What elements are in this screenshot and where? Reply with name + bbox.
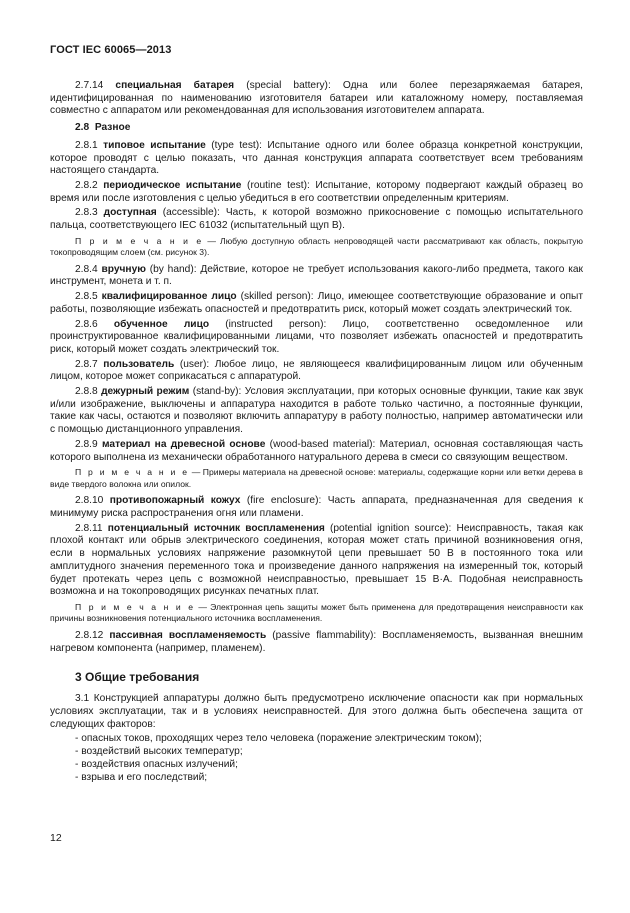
term: квалифицированное лицо — [101, 291, 237, 303]
term: обученное лицо — [113, 318, 210, 330]
term: пользователь — [103, 358, 175, 370]
term: специальная батарея — [115, 80, 235, 91]
document-page — [50, 44, 583, 785]
term: материал на древесной основе — [102, 438, 266, 450]
section-3-heading: 3 Общие требования — [75, 670, 200, 685]
clause-2-8-10: 2.8.10 противопожарный кожух (fire enclosure): Часть аппарата, предназначенная для сведения к минимуму риска распространения огня или пламени. — [50, 495, 583, 519]
page-number: 12 — [50, 832, 62, 844]
list-item: - воздействий высоких температур; — [75, 746, 243, 758]
note-2-8-3: П р и м е ч а н и е — Любую доступную область непроводящей части рассматривают как область, покрытую токопроводящим слоем (см. рисунок 3). — [50, 235, 583, 258]
clause-2-7-14: 2.7.14 специальная батарея (special battery): Одна или более перезаряжаемая батарея, идентифицированная по наименованию изготовителя батареи или каталожному номеру, поставляемая совместно с аппаратом или рекомендованная для использования изготовителем аппарата. — [50, 80, 583, 117]
section-2-8-heading: 2.8 Разное — [75, 122, 131, 134]
term: типовое испытание — [103, 139, 206, 151]
clause-2-8-3: 2.8.3 доступная (accessible): Часть, к которой возможно прикосновение с помощью испытательного пальца, соответствующего IEC 61032 (испытательный щуп В). — [50, 207, 583, 232]
clause-2-8-8: 2.8.8 дежурный режим (stand-by): Условия эксплуатации, при которых основные функции, такие как звук и/или изображение, выключены и аппаратура находится в работе только частично, а постоянные функции, такие как часы, остаются и позволяют включить аппаратуру в работу полностью, например автоматически или с помощью дистанционного управления. — [50, 386, 583, 436]
term: противопожарный кожух — [109, 495, 241, 507]
clause-2-8-1: 2.8.1 типовое испытание (type test): Испытание одного или более образца конкретной конструкции, которое проводят с целью показать, что данная конструкция аппарата соответствует всем требованиям настоящего стандарта. — [50, 139, 583, 177]
term: периодическое испытание — [103, 179, 242, 191]
clause-2-8-2: 2.8.2 периодическое испытание (routine test): Испытание, которому подвергают каждый образец во время или после изготовления с целью убедиться в его соответствии определенным критериям. — [50, 179, 583, 204]
clause-2-8-12: 2.8.12 пассивная воспламеняемость (passive flammability): Воспламеняемость, вызванная внешним нагревом компонента (например, пламенем). — [50, 629, 583, 654]
clause-2-8-4: 2.8.4 вручную (by hand): Действие, которое не требует использования какого-либо предмета, такого как инструмент, монета и т. п. — [50, 263, 583, 288]
term: доступная — [103, 207, 157, 219]
hazard-list — [50, 733, 583, 784]
note-2-8-11: П р и м е ч а н и е — Электронная цепь защиты может быть применена для предотвращения неисправности как причины возникновения потенциального источника воспламенения. — [50, 601, 583, 624]
clause-2-8-11: 2.8.11 потенциальный источник воспламенения (potential ignition source): Неисправность, такая как плохой контакт или обрыв электрического соединения, которая может стать причиной возникновения огня, если в нормальных условиях напряжение разомкнутой цепи превышает 50 В в постоянного тока или амплитудного значения переменного тока и произведение данного напряжения на измеренный ток, который будет протекать через цепь с возможной неисправностью, превышает 15 В·А. Подобная неисправность возможна и на токопроводящих рисунках печатных плат. — [50, 522, 583, 598]
clause-2-8-6: 2.8.6 обученное лицо (instructed person): Лицо, соответственно осведомленное или проинструктированное квалифицированными лицами, что позволяет избежать опасностей и предотвратить риск, который может создать электрический ток. — [50, 318, 583, 355]
clause-3-1: 3.1 Конструкцией аппаратуры должно быть предусмотрено исключение опасности как при нормальных условиях эксплуатации, так и в условиях неисправностей. Для этого должна быть обеспечена защита от следующих факторов: — [50, 693, 583, 730]
standard-code-header: ГОСТ IEC 60065—2013 — [50, 44, 172, 56]
note-2-8-9: П р и м е ч а н и е — Примеры материала на древесной основе: материалы, содержащие корни или ветки дерева в виде твердого волокна или опилок. — [50, 467, 583, 489]
list-item: - взрыва и его последствий; — [75, 771, 208, 783]
clause-2-8-9: 2.8.9 материал на древесной основе (wood-based material): Материал, основная составляющая часть которого выполнена из механически обработанного натурального дерева в смеси со связующим веществом. — [50, 438, 583, 463]
list-item: - воздействия опасных излучений; — [75, 759, 238, 771]
list-item: - опасных токов, проходящих через тело человека (поражение электрическим током); — [75, 733, 482, 745]
clause-2-8-5: 2.8.5 квалифицированное лицо (skilled person): Лицо, имеющее соответствующие образование и опыт работы, позволяющие избежать опасностей и предотвратить риск, который может создать электрический ток. — [50, 291, 583, 315]
term: вручную — [101, 263, 146, 275]
term: пассивная воспламеняемость — [109, 629, 267, 641]
term: дежурный режим — [101, 386, 190, 398]
clause-2-8-7: 2.8.7 пользователь (user): Любое лицо, не являющееся квалифицированным лицом или обученным лицом, которое может соприкасаться с аппаратурой. — [50, 358, 583, 383]
term: потенциальный источник воспламенения — [107, 522, 325, 534]
